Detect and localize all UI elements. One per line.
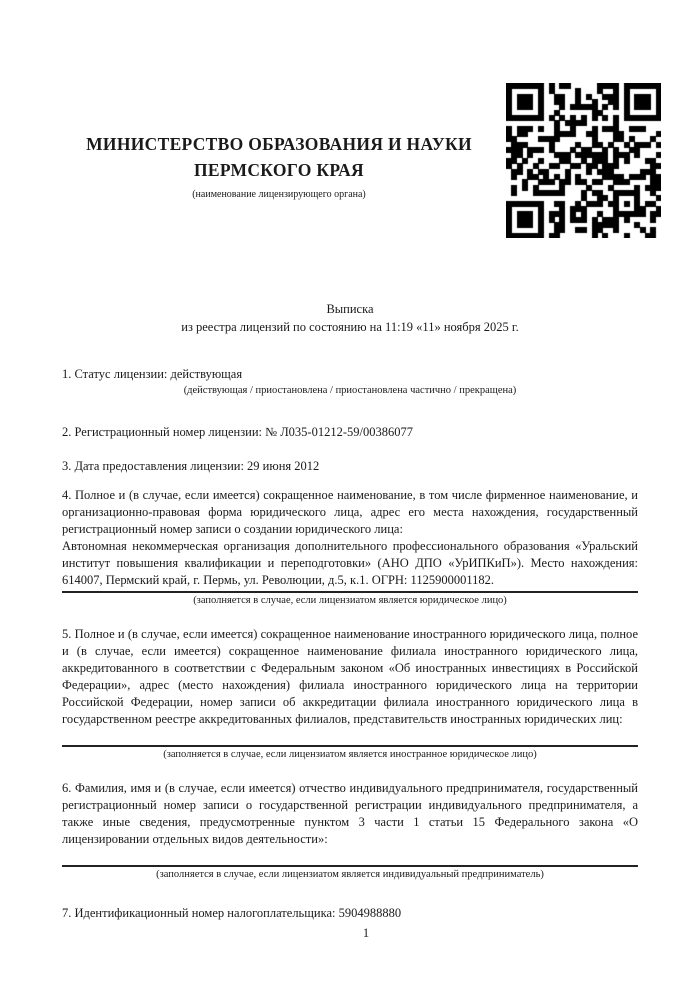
qr-code-icon — [506, 83, 661, 238]
item-legal-entity-label: 4. Полное и (в случае, если имеется) сокращенное наименование, в том числе фирменное наименование, и организационно-правовая форма юридического лица, адрес его места нахождения, государственный регистрационный номер записи о создании юридического лица: — [62, 488, 638, 536]
divider-rule — [62, 591, 638, 593]
document-title — [62, 300, 638, 336]
item-registration-number: 2. Регистрационный номер лицензии: № Л035-01212-59/00386077 — [62, 425, 413, 439]
item-license-status: 1. Статус лицензии: действующая — [62, 367, 243, 381]
item-entrepreneur-note: (заполняется в случае, если лицензиатом является индивидуальный предприниматель) — [156, 869, 544, 880]
document-title-line2: из реестра лицензий по состоянию на 11:19 «11» ноября 2025 г. — [181, 320, 519, 334]
divider-rule — [62, 745, 638, 747]
qr-code-canvas — [506, 83, 661, 238]
ministry-name-line1: МИНИСТЕРСТВО ОБРАЗОВАНИЯ И НАУКИ — [86, 134, 472, 154]
document-title-line1: Выписка — [326, 302, 374, 316]
licensing-authority-header — [60, 131, 498, 201]
item-foreign-entity-label: 5. Полное и (в случае, если имеется) сокращенное наименование иностранного юридического лица, полное и (в случае, если имеется) сокращенное наименование филиала иностранного юридического лица, аккредитованного в соответствии с Федеральным законом «Об иностранных инвестициях в Российской Федерации», адрес (место нахождения) филиала иностранного юридического лица на территории Российской Федерации, номер записи об аккредитации филиала иностранного юридического лица в государственном реестре аккредитованных филиалов, представительств иностранных юридических лиц: — [62, 627, 638, 726]
item-foreign-entity-note: (заполняется в случае, если лицензиатом является иностранное юридическое лицо) — [163, 749, 537, 760]
item-license-grant-date: 3. Дата предоставления лицензии: 29 июня 2012 — [62, 459, 320, 473]
item-legal-entity-value: Автономная некоммерческая организация дополнительного профессионального образования «Уральский институт повышения квалификации и переподготовки» (АНО ДПО «УрИПКиП»). Место нахождения: 614007, Пермский край, г. Пермь, ул. Революции, д.5, к.1. ОГРН: 1125900001182. — [62, 539, 638, 587]
page-number: 1 — [362, 926, 370, 940]
ministry-name-line2: ПЕРМСКОГО КРАЯ — [194, 160, 364, 180]
divider-rule — [62, 865, 638, 867]
item-entrepreneur-label: 6. Фамилия, имя и (в случае, если имеется) отчество индивидуального предпринимателя, государственный регистрационный номер записи о государственной регистрации индивидуального предпринимателя, а также иные сведения, предусмотренные пунктом 3 части 1 статьи 15 Федерального закона «О лицензировании отдельных видов деятельности»: — [62, 781, 638, 846]
item-entrepreneur-value — [62, 848, 638, 863]
item-taxpayer-number: 7. Идентификационный номер налогоплательщика: 5904988880 — [62, 906, 402, 920]
item-foreign-entity-value — [62, 728, 638, 743]
document-body — [62, 366, 638, 922]
item-license-status-note: (действующая / приостановлена / приостановлена частично / прекращена) — [183, 385, 517, 396]
item-legal-entity-note: (заполняется в случае, если лицензиатом является юридическое лицо) — [193, 595, 507, 606]
ministry-caption: (наименование лицензирующего органа) — [192, 189, 366, 200]
